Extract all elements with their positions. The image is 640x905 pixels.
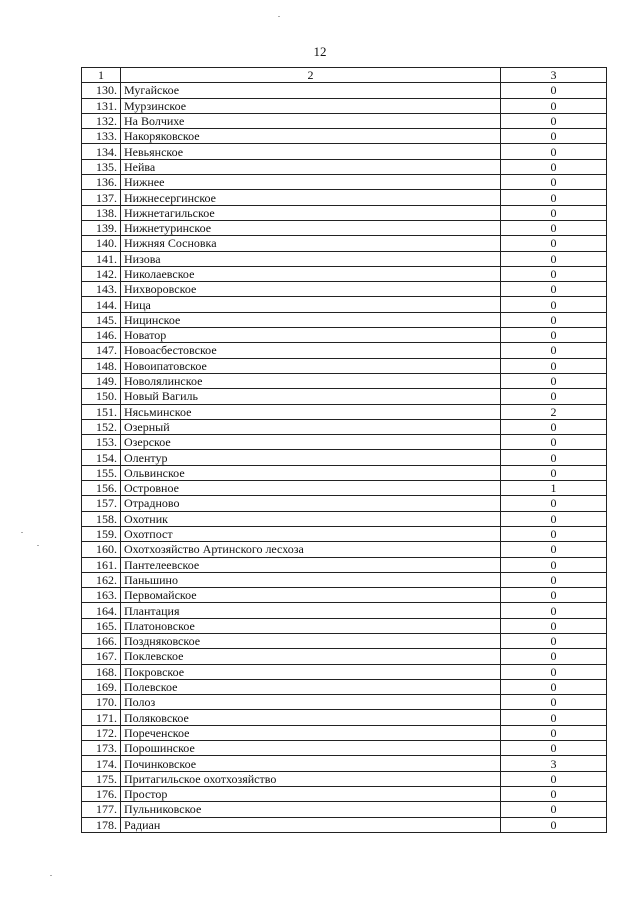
ground-name: Новоипатовское bbox=[121, 358, 501, 373]
row-number: 164. bbox=[82, 603, 121, 618]
row-number: 175. bbox=[82, 771, 121, 786]
row-number: 154. bbox=[82, 450, 121, 465]
ground-name: Охотпост bbox=[121, 526, 501, 541]
row-number: 152. bbox=[82, 419, 121, 434]
scan-speck bbox=[21, 532, 23, 533]
row-number: 137. bbox=[82, 190, 121, 205]
table-row bbox=[82, 496, 607, 511]
table-row bbox=[82, 802, 607, 817]
row-number: 134. bbox=[82, 144, 121, 159]
row-number: 153. bbox=[82, 435, 121, 450]
row-number: 130. bbox=[82, 83, 121, 98]
row-number: 178. bbox=[82, 817, 121, 832]
table-row bbox=[82, 419, 607, 434]
ground-name: Островное bbox=[121, 481, 501, 496]
ground-name: Охотник bbox=[121, 511, 501, 526]
table-row bbox=[82, 389, 607, 404]
table-row bbox=[82, 282, 607, 297]
ground-name: Платоновское bbox=[121, 618, 501, 633]
ground-name: Олентур bbox=[121, 450, 501, 465]
table-row bbox=[82, 618, 607, 633]
row-value: 0 bbox=[501, 328, 607, 343]
row-value: 0 bbox=[501, 83, 607, 98]
scan-speck bbox=[37, 545, 39, 546]
row-value: 0 bbox=[501, 679, 607, 694]
row-value: 0 bbox=[501, 373, 607, 388]
table-row bbox=[82, 557, 607, 572]
row-value: 0 bbox=[501, 572, 607, 587]
table-row bbox=[82, 710, 607, 725]
table-row bbox=[82, 526, 607, 541]
ground-name: Пантелеевское bbox=[121, 557, 501, 572]
table-row bbox=[82, 756, 607, 771]
ground-name: Пульниковское bbox=[121, 802, 501, 817]
row-value: 0 bbox=[501, 542, 607, 557]
ground-name: Нижняя Сосновка bbox=[121, 236, 501, 251]
row-value: 0 bbox=[501, 205, 607, 220]
scan-speck bbox=[50, 875, 52, 876]
table-row bbox=[82, 144, 607, 159]
ground-name: Новоасбестовское bbox=[121, 343, 501, 358]
table-row bbox=[82, 649, 607, 664]
row-value: 0 bbox=[501, 664, 607, 679]
ground-name: На Волчихе bbox=[121, 113, 501, 128]
row-number: 141. bbox=[82, 251, 121, 266]
row-value: 0 bbox=[501, 312, 607, 327]
ground-name: Невьянское bbox=[121, 144, 501, 159]
row-number: 167. bbox=[82, 649, 121, 664]
row-number: 160. bbox=[82, 542, 121, 557]
ground-name: Починковское bbox=[121, 756, 501, 771]
row-number: 166. bbox=[82, 633, 121, 648]
row-number: 162. bbox=[82, 572, 121, 587]
row-value: 3 bbox=[501, 756, 607, 771]
row-number: 173. bbox=[82, 741, 121, 756]
ground-name: Ница bbox=[121, 297, 501, 312]
ground-name: Поклевское bbox=[121, 649, 501, 664]
row-number: 163. bbox=[82, 588, 121, 603]
ground-name: Полевское bbox=[121, 679, 501, 694]
row-value: 0 bbox=[501, 282, 607, 297]
row-number: 155. bbox=[82, 465, 121, 480]
row-value: 0 bbox=[501, 159, 607, 174]
row-number: 131. bbox=[82, 98, 121, 113]
header-col-2: 2 bbox=[121, 68, 501, 83]
ground-name: Полоз bbox=[121, 695, 501, 710]
row-value: 0 bbox=[501, 817, 607, 832]
row-number: 143. bbox=[82, 282, 121, 297]
table-row bbox=[82, 588, 607, 603]
table-row bbox=[82, 725, 607, 740]
row-number: 172. bbox=[82, 725, 121, 740]
ground-name: Нижнее bbox=[121, 175, 501, 190]
row-number: 177. bbox=[82, 802, 121, 817]
row-value: 1 bbox=[501, 481, 607, 496]
table-row bbox=[82, 190, 607, 205]
row-number: 176. bbox=[82, 786, 121, 801]
row-value: 0 bbox=[501, 419, 607, 434]
row-number: 157. bbox=[82, 496, 121, 511]
table-row bbox=[82, 542, 607, 557]
row-number: 140. bbox=[82, 236, 121, 251]
ground-name: Накоряковское bbox=[121, 129, 501, 144]
row-number: 139. bbox=[82, 220, 121, 235]
row-value: 0 bbox=[501, 465, 607, 480]
row-value: 0 bbox=[501, 496, 607, 511]
row-number: 146. bbox=[82, 328, 121, 343]
table-row bbox=[82, 771, 607, 786]
table-row bbox=[82, 404, 607, 419]
ground-name: Николаевское bbox=[121, 266, 501, 281]
row-value: 0 bbox=[501, 710, 607, 725]
table-row bbox=[82, 786, 607, 801]
page-number: 12 bbox=[313, 44, 327, 59]
ground-name: Новый Вагиль bbox=[121, 389, 501, 404]
row-number: 144. bbox=[82, 297, 121, 312]
ground-name: Поздняковское bbox=[121, 633, 501, 648]
row-number: 147. bbox=[82, 343, 121, 358]
row-number: 142. bbox=[82, 266, 121, 281]
table-row bbox=[82, 312, 607, 327]
row-value: 0 bbox=[501, 236, 607, 251]
row-number: 151. bbox=[82, 404, 121, 419]
table-row bbox=[82, 450, 607, 465]
row-number: 159. bbox=[82, 526, 121, 541]
ground-name: Притагильское охотхозяйство bbox=[121, 771, 501, 786]
row-value: 0 bbox=[501, 113, 607, 128]
ground-name: Нижнесергинское bbox=[121, 190, 501, 205]
ground-name: Ницинское bbox=[121, 312, 501, 327]
row-value: 0 bbox=[501, 190, 607, 205]
table-row bbox=[82, 113, 607, 128]
row-number: 149. bbox=[82, 373, 121, 388]
row-value: 0 bbox=[501, 526, 607, 541]
row-number: 168. bbox=[82, 664, 121, 679]
row-value: 0 bbox=[501, 695, 607, 710]
ground-name: Отрадново bbox=[121, 496, 501, 511]
row-value: 0 bbox=[501, 603, 607, 618]
ground-name: Нясьминское bbox=[121, 404, 501, 419]
header-col-1: 1 bbox=[82, 68, 121, 83]
table-row bbox=[82, 98, 607, 113]
row-value: 0 bbox=[501, 588, 607, 603]
table-row bbox=[82, 205, 607, 220]
ground-name: Паньшино bbox=[121, 572, 501, 587]
ground-name: Охотхозяйство Артинского лесхоза bbox=[121, 542, 501, 557]
row-value: 0 bbox=[501, 129, 607, 144]
ground-name: Радиан bbox=[121, 817, 501, 832]
table-row bbox=[82, 695, 607, 710]
header-col-3: 3 bbox=[501, 68, 607, 83]
row-number: 148. bbox=[82, 358, 121, 373]
row-value: 0 bbox=[501, 297, 607, 312]
table-row bbox=[82, 358, 607, 373]
ground-name: Пореченское bbox=[121, 725, 501, 740]
table-row bbox=[82, 572, 607, 587]
ground-name: Поляковское bbox=[121, 710, 501, 725]
row-number: 174. bbox=[82, 756, 121, 771]
row-number: 161. bbox=[82, 557, 121, 572]
table-row bbox=[82, 220, 607, 235]
table-row bbox=[82, 129, 607, 144]
row-value: 2 bbox=[501, 404, 607, 419]
table-row bbox=[82, 251, 607, 266]
table-header-row bbox=[82, 68, 607, 83]
ground-name: Плантация bbox=[121, 603, 501, 618]
table-row bbox=[82, 633, 607, 648]
row-number: 156. bbox=[82, 481, 121, 496]
ground-name: Нижнетагильское bbox=[121, 205, 501, 220]
row-value: 0 bbox=[501, 343, 607, 358]
row-value: 0 bbox=[501, 802, 607, 817]
table-row bbox=[82, 83, 607, 98]
row-value: 0 bbox=[501, 771, 607, 786]
table-row bbox=[82, 297, 607, 312]
hunting-grounds-table bbox=[81, 67, 607, 833]
table-row bbox=[82, 817, 607, 832]
row-value: 0 bbox=[501, 435, 607, 450]
table-row bbox=[82, 266, 607, 281]
row-number: 133. bbox=[82, 129, 121, 144]
row-value: 0 bbox=[501, 633, 607, 648]
ground-name: Озерское bbox=[121, 435, 501, 450]
row-number: 145. bbox=[82, 312, 121, 327]
row-value: 0 bbox=[501, 649, 607, 664]
ground-name: Первомайское bbox=[121, 588, 501, 603]
ground-name: Покровское bbox=[121, 664, 501, 679]
row-value: 0 bbox=[501, 450, 607, 465]
row-value: 0 bbox=[501, 618, 607, 633]
table-row bbox=[82, 664, 607, 679]
table-row bbox=[82, 435, 607, 450]
ground-name: Новатор bbox=[121, 328, 501, 343]
table-row bbox=[82, 236, 607, 251]
row-value: 0 bbox=[501, 511, 607, 526]
table-row bbox=[82, 741, 607, 756]
table-row bbox=[82, 328, 607, 343]
row-value: 0 bbox=[501, 144, 607, 159]
row-value: 0 bbox=[501, 557, 607, 572]
row-value: 0 bbox=[501, 175, 607, 190]
ground-name: Ольвинское bbox=[121, 465, 501, 480]
row-value: 0 bbox=[501, 741, 607, 756]
table-row bbox=[82, 465, 607, 480]
table-row bbox=[82, 603, 607, 618]
row-value: 0 bbox=[501, 389, 607, 404]
table-row bbox=[82, 679, 607, 694]
table-row bbox=[82, 481, 607, 496]
row-number: 135. bbox=[82, 159, 121, 174]
ground-name: Нижнетуринское bbox=[121, 220, 501, 235]
row-value: 0 bbox=[501, 725, 607, 740]
table-row bbox=[82, 175, 607, 190]
row-number: 165. bbox=[82, 618, 121, 633]
ground-name: Порошинское bbox=[121, 741, 501, 756]
row-number: 158. bbox=[82, 511, 121, 526]
row-number: 170. bbox=[82, 695, 121, 710]
ground-name: Мурзинское bbox=[121, 98, 501, 113]
ground-name: Нейва bbox=[121, 159, 501, 174]
ground-name: Простор bbox=[121, 786, 501, 801]
ground-name: Низова bbox=[121, 251, 501, 266]
table-row bbox=[82, 343, 607, 358]
scan-speck bbox=[278, 16, 280, 17]
table-row bbox=[82, 511, 607, 526]
row-value: 0 bbox=[501, 786, 607, 801]
row-number: 169. bbox=[82, 679, 121, 694]
row-value: 0 bbox=[501, 220, 607, 235]
row-number: 132. bbox=[82, 113, 121, 128]
row-number: 138. bbox=[82, 205, 121, 220]
table-row bbox=[82, 159, 607, 174]
ground-name: Мугайское bbox=[121, 83, 501, 98]
table-row bbox=[82, 373, 607, 388]
ground-name: Озерный bbox=[121, 419, 501, 434]
ground-name: Нихворовское bbox=[121, 282, 501, 297]
row-value: 0 bbox=[501, 251, 607, 266]
row-value: 0 bbox=[501, 98, 607, 113]
ground-name: Новолялинское bbox=[121, 373, 501, 388]
row-value: 0 bbox=[501, 266, 607, 281]
row-number: 150. bbox=[82, 389, 121, 404]
row-value: 0 bbox=[501, 358, 607, 373]
row-number: 136. bbox=[82, 175, 121, 190]
row-number: 171. bbox=[82, 710, 121, 725]
